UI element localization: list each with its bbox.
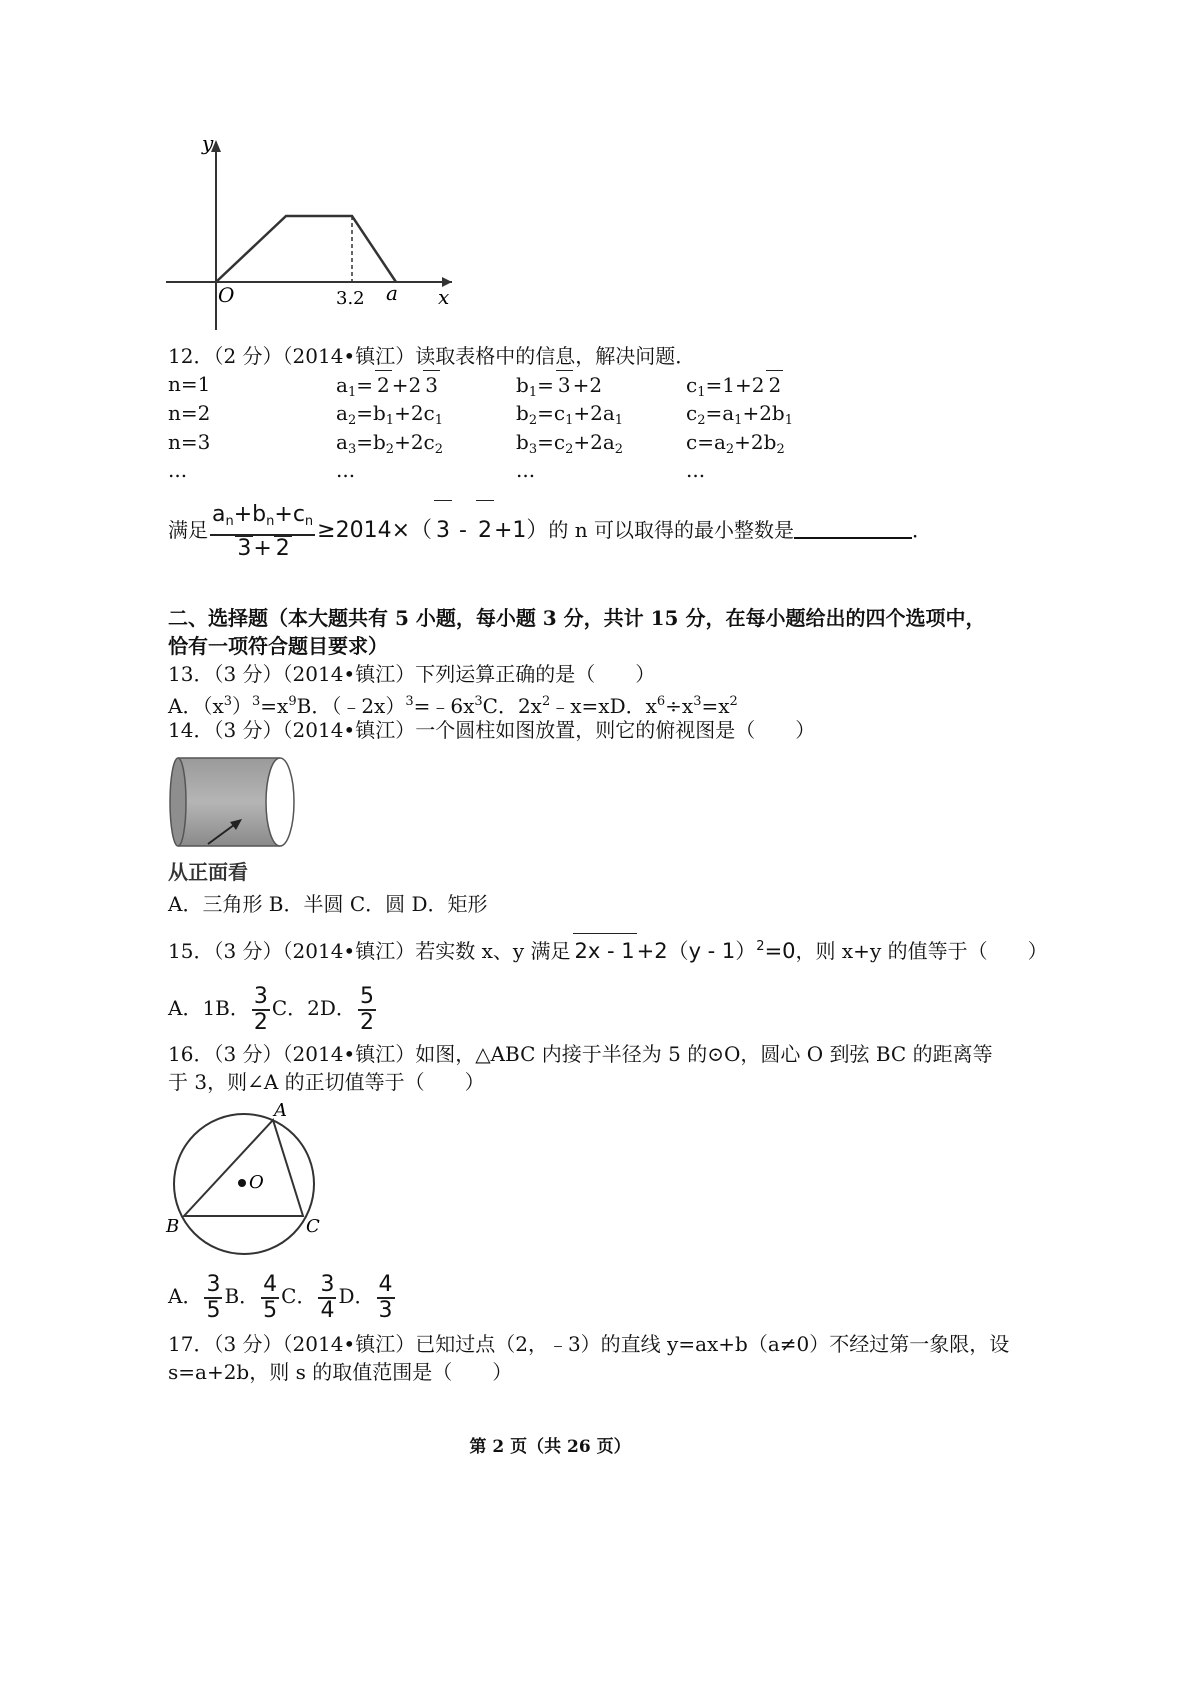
label-b: B [166,1216,180,1237]
q16-stem-line1: 16．（3 分）（2014•镇江）如图，△ABC 内接于半径为 5 的⊙O，圆心 O 到弦 BC 的距离等 [168,1042,993,1066]
row-n1-n: n=1 [168,372,211,396]
row-n3-n: n=3 [168,430,211,454]
label-o: O [249,1172,264,1193]
q15-suffix: ，则 x+y 的值等于（ ） [795,939,1048,963]
answer-blank [794,517,912,539]
tick-3-2-label: 3.2 [336,288,365,309]
cond-fraction: $\frac{a_n+b_n+c_n}{3+ 2}$ [212,501,314,561]
q13-stem: 13．（3 分）（2014•镇江）下列运算正确的是（ ） [168,662,656,686]
row-n1-a: $a_1= 2 +2$ 3 [336,370,440,407]
row-n2-c: $c_2=a_1+2b_1$ [686,401,794,428]
q15-stem [168,930,1048,964]
x-axis-label: x [438,285,450,309]
row-n1-c: $c_1=1+2$ 2 [686,370,783,407]
q17-stem-line2: s=a+2b，则 s 的取值范围是（ ） [168,1360,513,1384]
row-n2-a: $a_2=b_1+2c_1$ [336,401,444,428]
row-n3-b: $b_3=c_2+2a_2$ [516,430,624,457]
row-n2-n: n=2 [168,401,211,425]
q12-table [168,370,868,490]
q15-frac-d: $\frac{5}{2}$ [359,983,374,1035]
row-n3-c: $c=a_2+2b_2$ [686,430,785,457]
q12-condition [168,500,932,560]
row-n3-a: $a_3=b_2+2c_2$ [336,430,444,457]
row-ellipsis-2: ... [336,458,356,482]
section-2-heading-line2: 恰有一项符合题目要求） [168,634,388,658]
q16-stem-line2: 于 3，则∠A 的正切值等于（ ） [168,1070,485,1094]
cond-relation: ≥2014×（ 3 - 2+1） [317,518,548,543]
row-n2-b: $b_2=c_1+2a_1$ [516,401,624,428]
q13-options: A．$(x^3)^3=x^9B$．$(﹣2x)^3=﹣6x^3C$．$2x^2﹣x=xD$．$x^6\div x^3=x^2$ [168,694,738,718]
row-ellipsis-4: ... [686,458,706,482]
center-dot [238,1179,246,1187]
page-footer: 第 2 页（共 26 页） [469,1437,631,1457]
tick-a-label: a [386,281,398,305]
q15-options [168,982,378,1034]
q16-opt-a: A． [168,1284,203,1308]
row-ellipsis-3: ... [516,458,536,482]
label-a: A [274,1100,287,1121]
q16-opt-c: C． [281,1284,317,1308]
q15-opt-a: A．1B． [168,996,250,1020]
circle-triangle-figure [160,1098,340,1268]
q16-frac-c: $\frac{3}{4}$ [320,1271,335,1323]
q15-expr: 2x - 1+2（y - 1）$^2$=0 [571,939,796,963]
q12-stem: 12．（2 分）（2014•镇江）读取表格中的信息，解决问题． [168,344,696,368]
q14-options: A．三角形 B．半圆 C．圆 D．矩形 [168,892,488,916]
q16-frac-d: $\frac{4}{3}$ [378,1271,393,1323]
q11-graph-figure [160,130,460,340]
row-ellipsis-1: ... [168,458,188,482]
q15-prefix: 15．（3 分）（2014•镇江）若实数 x、y 满足 [168,939,571,963]
q15-opt-c: C．2D． [271,996,356,1020]
cylinder-caption: 从正面看 [168,860,248,884]
triangle-abc [184,1120,303,1216]
y-axis-label: y [202,131,214,155]
q16-options [168,1270,397,1322]
origin-label: O [218,283,235,307]
cylinder-figure [166,752,306,852]
cond-prefix: 满足 [168,518,208,542]
q14-stem: 14．（3 分）（2014•镇江）一个圆柱如图放置，则它的俯视图是（ ） [168,718,816,742]
row-n1-b: $b_1= 3 +2$ [516,370,602,407]
q17-stem-line1: 17．（3 分）（2014•镇江）已知过点（2，﹣3）的直线 y=ax+b（a≠0）不经过第一象限，设 [168,1332,1010,1356]
q16-opt-d: D． [338,1284,375,1308]
q16-opt-b: B． [224,1284,260,1308]
cond-end: ． [912,518,933,542]
q16-frac-b: $\frac{4}{5}$ [263,1271,278,1323]
label-c: C [306,1216,320,1237]
q16-frac-a: $\frac{3}{5}$ [206,1271,221,1323]
section-2-heading-line1: 二、选择题（本大题共有 5 小题，每小题 3 分，共计 15 分，在每小题给出的四个选项中， [168,606,986,630]
cond-suffix: 的 n 可以取得的最小整数是 [548,518,795,542]
graph-line [216,216,396,282]
q15-frac-b: $\frac{3}{2}$ [253,983,268,1035]
